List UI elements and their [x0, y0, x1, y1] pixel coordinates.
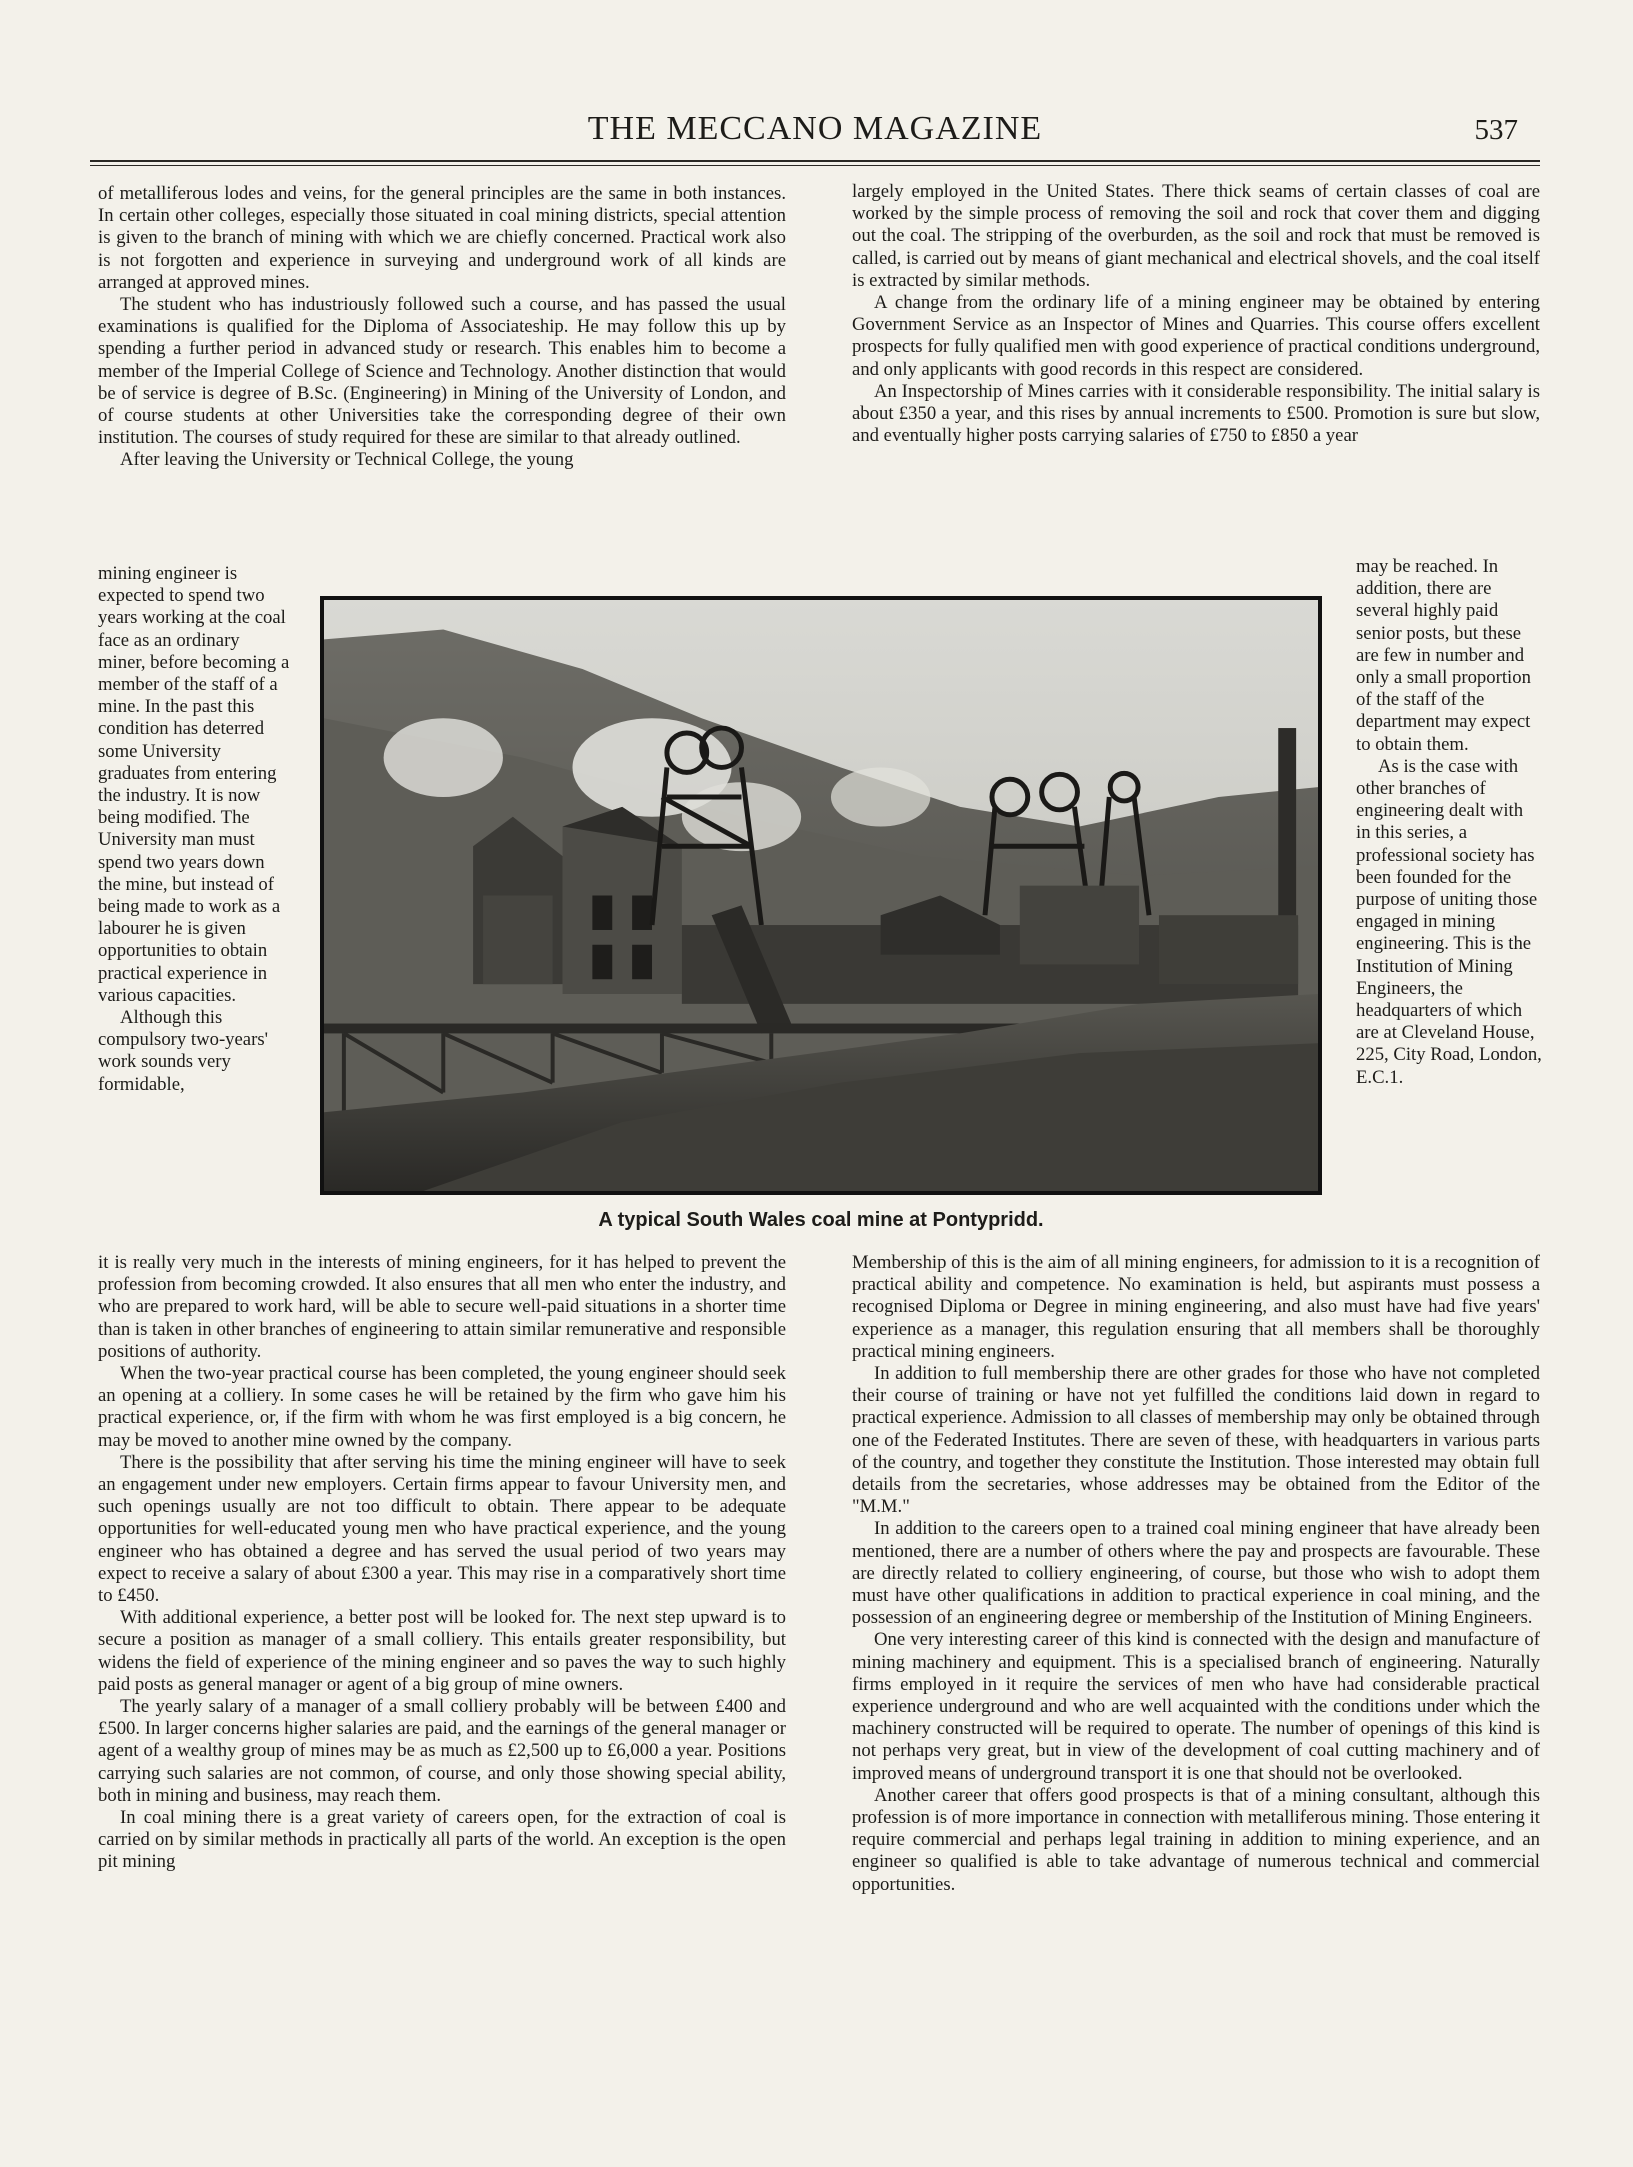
paragraph: Membership of this is the aim of all mining engineers, for admission to it is a recognition of practical ability and competence. No examination is held, but aspirants must possess a recognised Diploma or Degree in mining engineering, and also must have had five years' experience as a manager, this regulation ensuring that all members shall be thoroughly practical mining engineers. [852, 1252, 1540, 1362]
left-column-top [98, 183, 786, 472]
paragraph: In addition to full membership there are other grades for those who have not completed their course of training or have not yet fulfilled the conditions laid down in regard to practical experience. Admission to all classes of membership may only be obtained through one of the Federated Institutes. There are seven of these, with headquarters in various parts of the country, and together they constitute the Institution. Those interested may obtain full details from the secretaries, whose addresses may be obtained from the Editor of the "M.M." [852, 1363, 1540, 1518]
right-column-top [852, 181, 1540, 447]
paragraph: A change from the ordinary life of a mining engineer may be obtained by entering Government Service as an Inspector of Mines and Quarries. This course offers excellent prospects for fully qualified men with good experience of practical conditions underground, and only applicants with good records in this respect are considered. [852, 292, 1540, 380]
paragraph: Although this compulsory two-years' work sounds very formidable, [98, 1007, 268, 1095]
header-rule [90, 160, 1540, 162]
paragraph: After leaving the University or Technical College, the young [120, 449, 574, 471]
left-column-bottom [98, 1252, 786, 1874]
paragraph: The student who has industriously followed such a course, and has passed the usual examinations is qualified for the Diploma of Associateship. He may follow this up by spending a further period in advanced study or research. This enables him to become a member of the Imperial College of Science and Technology. Another distinction that would be of service is degree of B.Sc. (Engineering) in Mining of the University of London, and of course students at other Universities take the corresponding degree of their own institution. The courses of study required for these are similar to that already outlined. [98, 294, 786, 449]
paragraph: An Inspectorship of Mines carries with it considerable responsibility. The initial salary is about £350 a year, and this rises by annual increments to £500. Promotion is sure but slow, and eventually higher posts carrying salaries of £750 to £850 a year [852, 380, 1540, 447]
colliery-illustration [324, 600, 1318, 1191]
page-number: 537 [1474, 114, 1518, 146]
magazine-title: THE MECCANO MAGAZINE [587, 110, 1043, 147]
paragraph: There is the possibility that after serving his time the mining engineer will have to seek an engagement under new employers. Certain firms appear to favour University men, and such openings usually are not too difficult to obtain. There appear to be adequate opportunities for well-educated young men who have practical experience, and the young engineer who has obtained a degree and has served the usual period of two years may expect to receive a salary of about £300 a year. This may rise in a comparatively short time to £450. [98, 1451, 786, 1607]
right-column-bottom [852, 1252, 1540, 1896]
paragraph: In coal mining there is a great variety of careers open, for the extraction of coal is carried on by similar methods in practically all parts of the world. An exception is the open pit mining [98, 1807, 786, 1873]
header-rule-thin [90, 165, 1540, 166]
paragraph: As is the case with other branches of engineering dealt with in this series, a professional society has been founded for the purpose of uniting those engaged in mining engineering. This is the Institution of Mining Engineers, the headquarters of which are at Cleveland House, 225, City Road, London, E.C.1. [1356, 755, 1542, 1088]
paragraph: In addition to the careers open to a trained coal mining engineer that have already been mentioned, there are a number of others where the pay and prospects are favourable. These are directly related to colliery engineering, of course, but those who wish to adopt them must have other qualifications in addition to practical experience in coal mining, and the possession of an engineering degree or membership of the Institution of Mining Engineers. [852, 1518, 1540, 1629]
coal-mine-photograph [320, 596, 1322, 1195]
left-column-narrow [98, 563, 290, 1096]
paragraph: mining engineer is expected to spend two years working at the coal face as an ordinary miner, before becoming a member of the staff of a mine. In the past this condition has deterred some University graduates from entering the industry. It is now being modified. The University man must spend two years down the mine, but instead of being made to work as a labourer he is given opportunities to obtain practical experience in various capacities. [98, 563, 290, 1006]
paragraph: Another career that offers good prospects is that of a mining consultant, although this profession is of more importance in connection with metalliferous mining. Those entering it require commercial and perhaps legal training in addition to mining experience, and an engineer so qualified is able to take advantage of numerous technical and commercial opportunities. [852, 1784, 1540, 1895]
paragraph: One very interesting career of this kind is connected with the design and manufacture of mining machinery and equipment. This is a specialised branch of engineering. Naturally firms employed in it require the services of men who have had considerable practical experience underground and who are well acquainted with the conditions under which the machinery constructed will be required to operate. The number of openings of this kind is not perhaps very great, but in view of the development of coal cutting machinery and of improved means of underground transport it is one that should not be overlooked. [852, 1629, 1540, 1784]
paragraph: With additional experience, a better post will be looked for. The next step upward is to secure a position as manager of a small colliery. This entails greater responsibility, but widens the field of experience of the mining engineer and so paves the way to such highly paid posts as general manager or agent of a big group of mine owners. [98, 1607, 786, 1695]
right-column-narrow [1356, 556, 1542, 1089]
photo-caption: A typical South Wales coal mine at Pontypridd. [598, 1209, 1044, 1231]
page-header [90, 110, 1540, 156]
paragraph: of metalliferous lodes and veins, for the general principles are the same in both instances. In certain other colleges, especially those situated in coal mining districts, special attention is given to the branch of mining with which we are chiefly concerned. Practical work also is not forgotten and experience in surveying and underground work of all kinds are arranged at approved mines. [98, 183, 786, 293]
paragraph: largely employed in the United States. There thick seams of certain classes of coal are worked by the simple process of removing the soil and rock that cover them and digging out the coal. The stripping of the overburden, as the soil and rock that must be removed is called, is carried out by means of giant mechanical and electrical shovels, and the coal itself is extracted by similar methods. [852, 181, 1540, 291]
paragraph: may be reached. In addition, there are several highly paid senior posts, but these are few in number and only a small proportion of the staff of the department may expect to obtain them. [1356, 556, 1531, 755]
paragraph: The yearly salary of a manager of a small colliery probably will be between £400 and £500. In larger concerns higher salaries are paid, and the earnings of the general manager or agent of a wealthy group of mines may be as much as £2,500 up to £6,000 a year. Positions carrying such salaries are not common, of course, and only those showing special ability, both in mining and business, may reach them. [98, 1696, 786, 1806]
paragraph: When the two-year practical course has been completed, the young engineer should seek an opening at a colliery. In some cases he will be retained by the firm who gave him his practical experience, or, if the firm with whom he was first employed is a big concern, he may be moved to another mine owned by the company. [98, 1363, 786, 1451]
paragraph: it is really very much in the interests of mining engineers, for it has helped to prevent the profession from becoming crowded. It also ensures that all men who enter the industry, and who are prepared to work hard, will be able to secure well-paid situations in a shorter time than is taken in other branches of engineering to attain similar remunerative and responsible positions of authority. [98, 1252, 786, 1362]
